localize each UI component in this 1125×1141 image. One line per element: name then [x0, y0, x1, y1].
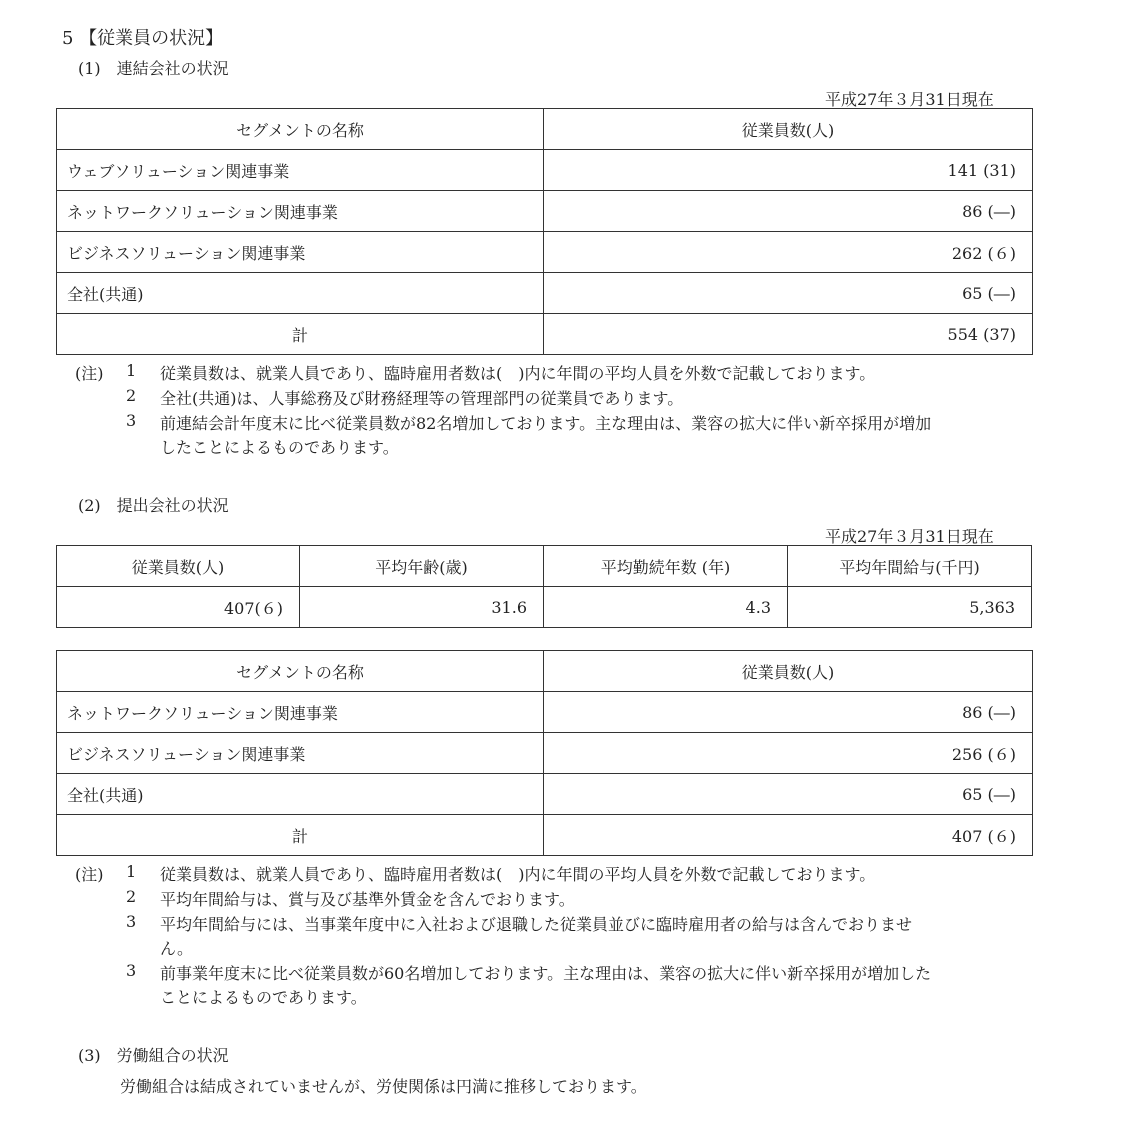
filing-segment-table [56, 650, 1033, 856]
employee-count: 65 (―) [544, 774, 1033, 815]
segment-name: ネットワークソリューション関連事業 [57, 692, 544, 733]
total-row [57, 314, 1033, 355]
table-row [57, 774, 1033, 815]
header-employees: 従業員数(人) [57, 546, 300, 587]
note-text: 平均年間給与は、賞与及び基準外賃金を含んでおります。 [160, 890, 575, 909]
table-header-row [57, 546, 1032, 587]
section-title: 5 【従業員の状況】 [62, 28, 224, 49]
table-header-row [57, 651, 1033, 692]
table-row [57, 232, 1033, 273]
header-employees: 従業員数(人) [544, 109, 1033, 150]
notes-label: (注) [75, 865, 104, 884]
filing-company-as-of: 平成27年３月31日現在 [825, 527, 994, 546]
table-row [57, 733, 1033, 774]
note-number: 3 [126, 411, 137, 430]
header-average-tenure: 平均勤続年数 (年) [544, 546, 788, 587]
header-segment: セグメントの名称 [57, 109, 544, 150]
segment-name: 全社(共通) [57, 273, 544, 314]
note-text: ん。 [160, 939, 193, 958]
notes-label: (注) [75, 364, 104, 383]
note-text: 前連結会計年度末に比べ従業員数が82名増加しております。主な理由は、業容の拡大に伴い新卒採用が増加 [160, 414, 932, 433]
average-salary-value: 5,363 [788, 587, 1032, 628]
segment-name: ウェブソリューション関連事業 [57, 150, 544, 191]
note-text: 従業員数は、就業人員であり、臨時雇用者数は( )内に年間の平均人員を外数で記載しております。 [160, 865, 876, 884]
segment-name: ビジネスソリューション関連事業 [57, 232, 544, 273]
note-text: 前事業年度末に比べ従業員数が60名増加しております。主な理由は、業容の拡大に伴い新卒採用が増加した [160, 964, 932, 983]
table-row [57, 150, 1033, 191]
employees-value: 407(６) [57, 587, 300, 628]
note-number: 3 [126, 912, 137, 931]
employee-count: 141 (31) [544, 150, 1033, 191]
segment-name: ビジネスソリューション関連事業 [57, 733, 544, 774]
note-number: 1 [126, 862, 137, 881]
employee-count: 86 (―) [544, 191, 1033, 232]
header-segment: セグメントの名称 [57, 651, 544, 692]
note-text: したことによるものであります。 [160, 438, 399, 457]
header-employees: 従業員数(人) [544, 651, 1033, 692]
average-age-value: 31.6 [300, 587, 544, 628]
total-row [57, 815, 1033, 856]
note-number: 1 [126, 361, 137, 380]
consolidated-heading: (1) 連結会社の状況 [78, 59, 229, 78]
note-text: 平均年間給与には、当事業年度中に入社および退職した従業員並びに臨時雇用者の給与は含んでおりませ [160, 915, 913, 934]
note-number: 2 [126, 887, 137, 906]
union-heading: (3) 労働組合の状況 [78, 1046, 229, 1065]
employee-count: 86 (―) [544, 692, 1033, 733]
table-row [57, 692, 1033, 733]
summary-table [56, 545, 1032, 628]
filing-company-heading: (2) 提出会社の状況 [78, 496, 229, 515]
total-label: 計 [57, 314, 544, 355]
total-count: 407 (６) [544, 815, 1033, 856]
total-count: 554 (37) [544, 314, 1033, 355]
total-label: 計 [57, 815, 544, 856]
segment-name: 全社(共通) [57, 774, 544, 815]
header-average-salary: 平均年間給与(千円) [788, 546, 1032, 587]
employee-count: 262 (６) [544, 232, 1033, 273]
average-tenure-value: 4.3 [544, 587, 788, 628]
employee-count: 65 (―) [544, 273, 1033, 314]
table-row [57, 587, 1032, 628]
note-number: 3 [126, 961, 137, 980]
employee-count: 256 (６) [544, 733, 1033, 774]
union-text: 労働組合は結成されていませんが、労使関係は円満に推移しております。 [120, 1077, 647, 1096]
note-number: 2 [126, 386, 137, 405]
header-average-age: 平均年齢(歳) [300, 546, 544, 587]
table-row [57, 191, 1033, 232]
segment-name: ネットワークソリューション関連事業 [57, 191, 544, 232]
consolidated-as-of: 平成27年３月31日現在 [825, 90, 994, 109]
note-text: 従業員数は、就業人員であり、臨時雇用者数は( )内に年間の平均人員を外数で記載しております。 [160, 364, 876, 383]
table-row [57, 273, 1033, 314]
consolidated-table [56, 108, 1033, 355]
table-header-row [57, 109, 1033, 150]
note-text: ことによるものであります。 [160, 988, 367, 1007]
note-text: 全社(共通)は、人事総務及び財務経理等の管理部門の従業員であります。 [160, 389, 684, 408]
